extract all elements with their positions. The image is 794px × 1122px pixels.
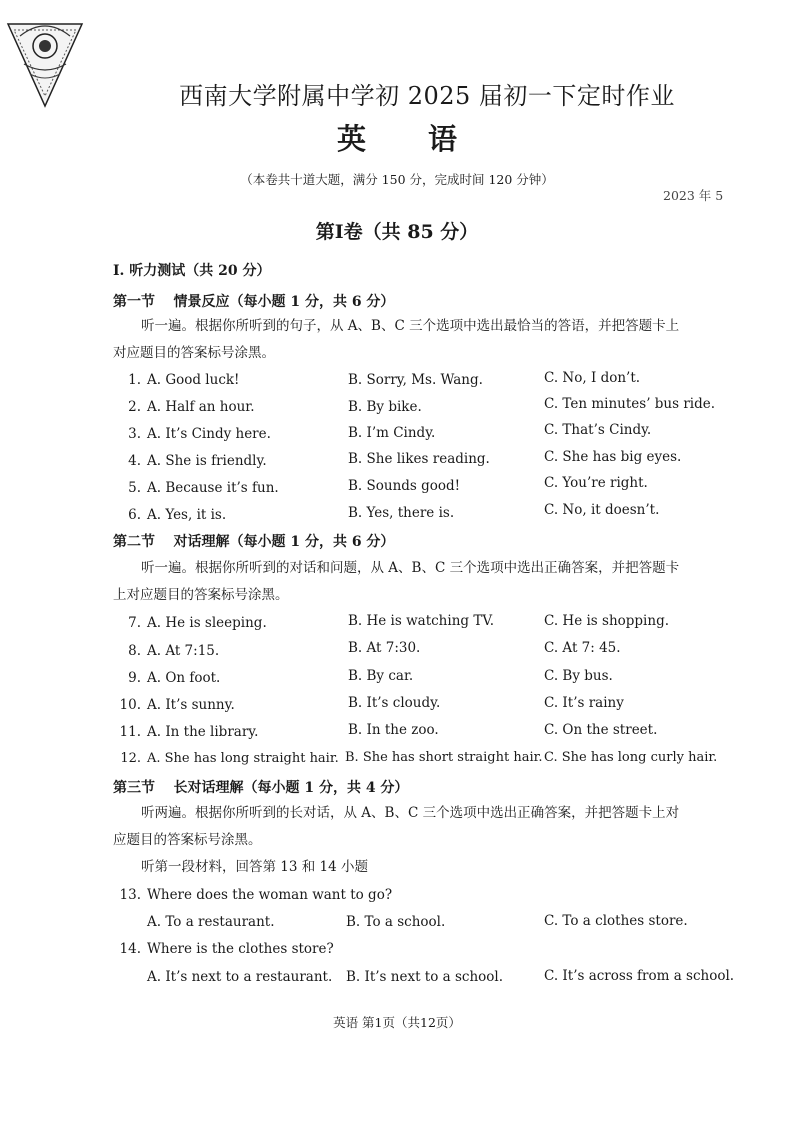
- option-c: C. On the street.: [544, 722, 658, 738]
- s1-name: 情景反应（每小题 1 分，共 6 分）: [173, 294, 395, 310]
- exam-title: 西南大学附属中学初 2025 届初一下定时作业: [179, 82, 675, 110]
- s3-instruction-line2: 应题目的答案标号涂黑。: [113, 832, 262, 848]
- option-c: C. It’s rainy: [544, 695, 624, 711]
- option-b: B. She likes reading.: [348, 451, 490, 467]
- exam-note: （本卷共十道大题，满分 150 分，完成时间 120 分钟）: [240, 172, 554, 187]
- page-footer: 英语 第1页（共12页）: [333, 1015, 461, 1030]
- option-c: C. No, I don’t.: [544, 370, 641, 386]
- s2-instruction-line1: 听一遍。根据你所听到的对话和问题，从 A、B、C 三个选项中选出正确答案，并把答题卡: [141, 560, 680, 576]
- option-b: B. At 7:30.: [348, 640, 421, 656]
- s1-header: [113, 291, 394, 311]
- option-b: B. Sorry, Ms. Wang.: [348, 372, 483, 388]
- option-c: C. By bus.: [544, 668, 613, 684]
- option-b: B. In the zoo.: [348, 722, 439, 738]
- exam-date: 2023 年 5: [663, 188, 724, 203]
- question-row: 2. A. Half an hour.: [128, 399, 255, 415]
- option-c: C. She has long curly hair.: [544, 750, 718, 765]
- option-c: C. To a clothes store.: [544, 913, 688, 929]
- question-row: 6. A. Yes, it is.: [128, 507, 227, 523]
- option-c: C. He is shopping.: [544, 613, 670, 629]
- part-title: 第Ⅰ卷（共 85 分）: [315, 221, 479, 243]
- option-c: C. It’s across from a school.: [544, 968, 735, 984]
- option-c: C. No, it doesn’t.: [544, 502, 660, 518]
- s2-name: 对话理解（每小题 1 分，共 6 分）: [173, 534, 395, 550]
- s3-material-note: 听第一段材料，回答第 13 和 14 小题: [141, 859, 369, 875]
- section-listening-title: I. 听力测试（共 20 分）: [113, 263, 271, 279]
- option-b: B. He is watching TV.: [348, 613, 495, 629]
- question-row: 4. A. She is friendly.: [128, 453, 267, 469]
- option-b: B. I’m Cindy.: [348, 425, 436, 441]
- s2-label: 第二节: [113, 534, 155, 550]
- question-stem: 14. Where is the clothes store?: [119, 941, 334, 957]
- question-row: 12. A. She has long straight hair.: [120, 751, 339, 766]
- s3-header: [113, 777, 408, 797]
- option-c: C. You’re right.: [544, 475, 648, 491]
- question-row: 3. A. It’s Cindy here.: [128, 426, 271, 442]
- option-b: B. It’s cloudy.: [348, 695, 441, 711]
- s3-name: 长对话理解（每小题 1 分，共 4 分）: [173, 780, 409, 796]
- option-c: C. Ten minutes’ bus ride.: [544, 396, 716, 412]
- s2-header: [113, 531, 394, 551]
- option-b: B. Yes, there is.: [348, 505, 455, 521]
- s3-instruction-line1: 听两遍。根据你所听到的长对话，从 A、B、C 三个选项中选出正确答案，并把答题卡上对: [141, 805, 680, 821]
- s1-label: 第一节: [113, 294, 155, 310]
- option-b: B. Sounds good!: [348, 478, 461, 494]
- option-c: C. At 7: 45.: [544, 640, 621, 656]
- question-row: 9. A. On foot.: [128, 670, 221, 686]
- s3-label: 第三节: [113, 780, 155, 796]
- s2-instruction-line2: 上对应题目的答案标号涂黑。: [113, 587, 289, 603]
- question-row: 10. A. It’s sunny.: [119, 697, 235, 713]
- option-c: C. She has big eyes.: [544, 449, 682, 465]
- question-row: 1. A. Good luck!: [128, 372, 240, 388]
- s1-instruction-line2: 对应题目的答案标号涂黑。: [113, 345, 275, 361]
- option-b: B. By bike.: [348, 399, 422, 415]
- question-row: 7. A. He is sleeping.: [128, 615, 267, 631]
- question-row: 8. A. At 7:15.: [128, 643, 220, 659]
- option-a: A. It’s next to a restaurant.: [147, 969, 333, 985]
- question-row: 5. A. Because it’s fun.: [128, 480, 279, 496]
- option-a: A. To a restaurant.: [147, 914, 275, 930]
- subject-title: 英语: [336, 122, 519, 156]
- question-stem: 13. Where does the woman want to go?: [119, 887, 393, 903]
- option-b: B. To a school.: [346, 914, 446, 930]
- option-b: B. She has short straight hair.: [345, 750, 543, 765]
- option-b: B. It’s next to a school.: [346, 969, 504, 985]
- option-c: C. That’s Cindy.: [544, 422, 652, 438]
- option-b: B. By car.: [348, 668, 414, 684]
- question-row: 11. A. In the library.: [119, 724, 259, 740]
- s1-instruction-line1: 听一遍。根据你所听到的句子，从 A、B、C 三个选项中选出最恰当的答语，并把答题卡上: [141, 318, 680, 334]
